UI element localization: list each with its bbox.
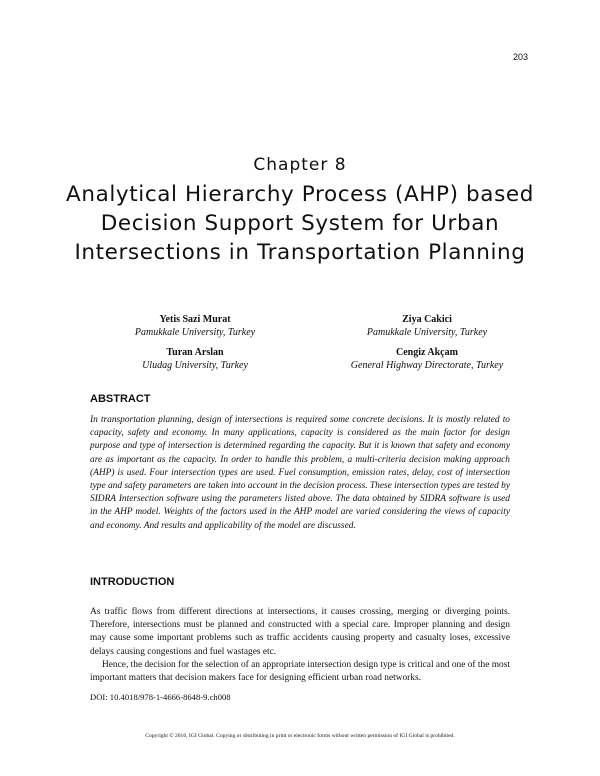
author-affiliation: General Highway Directorate, Turkey	[350, 360, 504, 371]
author-name: Ziya Cakici	[402, 314, 452, 325]
author-block	[312, 313, 542, 339]
introduction-paragraph: As traffic flows from different directions at intersections, it causes crossing, merging or diverging points. Therefore, intersections must be planned and constructed with a special care. Improper planning and design may cause some important problems such as traffic accidents causing property and casualty loses, excessive delays causing congestions and fuel wastages etc.	[90, 607, 510, 657]
introduction-heading: INTRODUCTION	[90, 576, 175, 588]
author-name: Cengiz Akçam	[396, 347, 458, 358]
author-block	[80, 346, 310, 372]
copyright-notice: Copyright © 2016, IGI Global. Copying or distributing in print or electronic forms without written permission of IGI Global is prohibited.	[145, 733, 455, 739]
author-affiliation: Pamukkale University, Turkey	[134, 327, 256, 338]
introduction-paragraph: Hence, the decision for the selection of an appropriate intersection design type is critical and one of the most important matters that decision makers face for designing efficient urban road networks.	[90, 659, 510, 684]
chapter-title: Analytical Hierarchy Process (AHP) based Decision Support System for Urban Intersections in Transportation Planning	[66, 182, 534, 265]
author-name: Yetis Sazi Murat	[159, 314, 231, 325]
page-number: 203	[512, 52, 528, 62]
author-affiliation: Pamukkale University, Turkey	[366, 327, 488, 338]
chapter-label: Chapter 8	[253, 155, 347, 175]
doi-line: DOI: 10.4018/978-1-4666-8648-9.ch008	[90, 692, 231, 702]
author-block	[80, 313, 310, 339]
author-name: Turan Arslan	[166, 347, 224, 358]
abstract-text: In transportation planning, design of intersections is required some concrete decisions. It is mostly related to capacity, safety and economy. In many applications, capacity is considered as the main factor for design purpose and type of intersection is determined regarding the capacity. But it is known that safety and economy are as important as the capacity. In order to handle this problem, a multi-criteria decision making approach (AHP) is used. Four intersection types are used. Fuel consumption, emission rates, delay, cost of intersection type and safety parameters are taken into account in the decision process. These intersection types are tested by SIDRA Intersection software using the parameters listed above. The data obtained by SIDRA software is used in the AHP model. Weights of the factors used in the AHP model are varied considering the views of capacity and economy. And results and applicability of the model are discussed.	[90, 415, 510, 531]
author-affiliation: Uludag University, Turkey	[142, 360, 248, 371]
introduction-body	[90, 606, 510, 685]
abstract-heading: ABSTRACT	[90, 393, 151, 405]
author-block	[312, 346, 542, 372]
